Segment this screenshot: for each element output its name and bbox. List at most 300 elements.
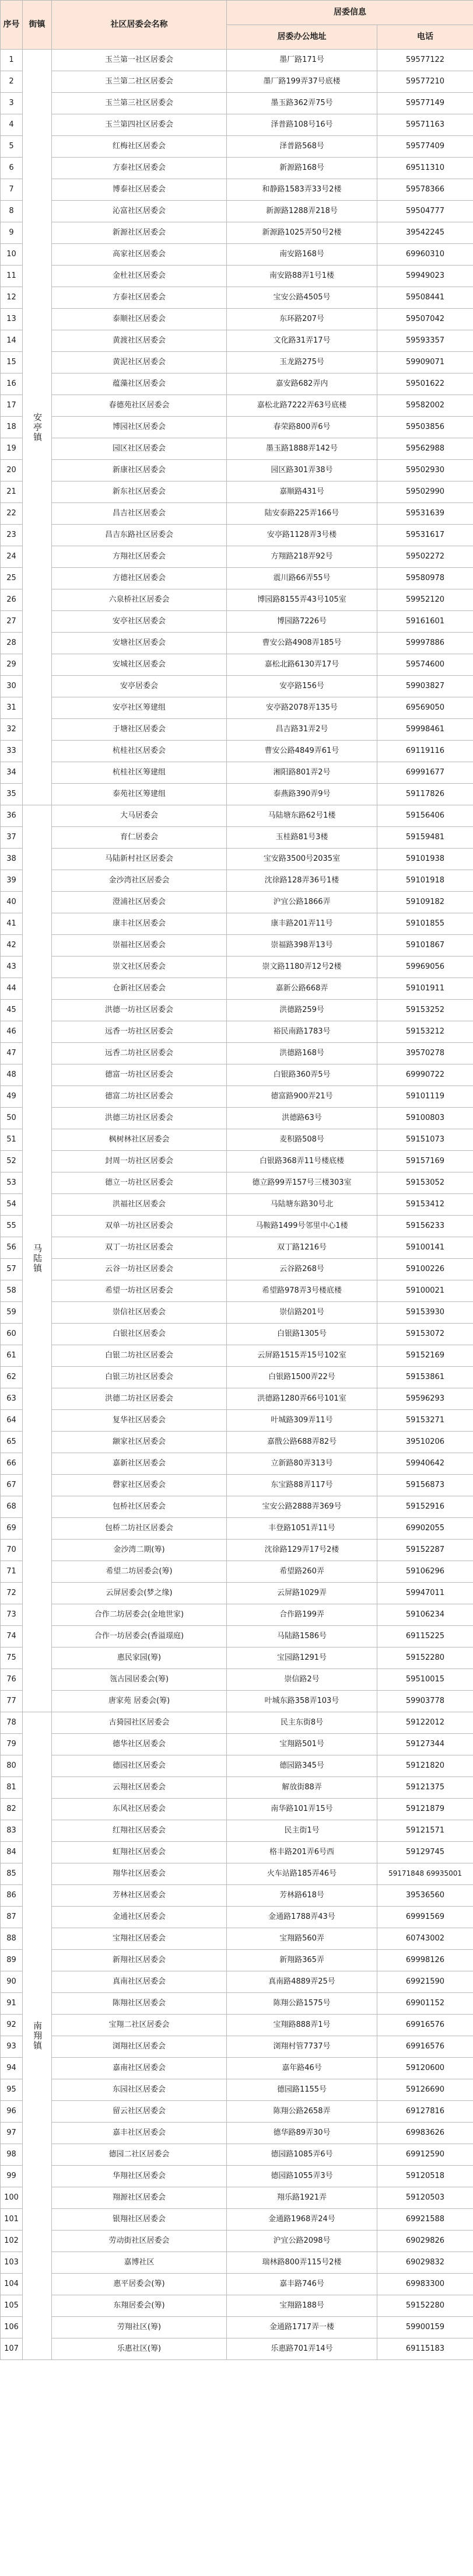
table-row (1, 805, 473, 827)
address-cell: 洪德路259号 (227, 1000, 377, 1021)
committee-cell: 高家社区居委会 (52, 244, 227, 266)
address-cell: 翔乐路1921弄 (227, 2187, 377, 2209)
seq-cell: 84 (1, 1842, 23, 1863)
phone-cell: 59582002 (377, 395, 473, 417)
committee-cell: 劳翔社区(筹) (52, 2317, 227, 2338)
committee-cell: 德华社区居委会 (52, 1734, 227, 1755)
address-cell: 真南路4889弄25号 (227, 1971, 377, 1993)
seq-cell: 28 (1, 633, 23, 654)
seq-cell: 93 (1, 2036, 23, 2058)
seq-cell: 70 (1, 1540, 23, 1561)
table-row (1, 1842, 473, 1863)
address-cell: 嘉丰路746号 (227, 2274, 377, 2295)
table-body (1, 50, 473, 2360)
address-cell: 洪德路1280弄66号101室 (227, 1388, 377, 1410)
committee-cell: 金沙湾二期(筹) (52, 1540, 227, 1561)
phone-cell: 59153072 (377, 1324, 473, 1345)
table-row (1, 762, 473, 784)
address-cell: 马陆塘东路62号1楼 (227, 805, 377, 827)
phone-cell: 39542245 (377, 222, 473, 244)
address-cell: 博园路8155弄43号105室 (227, 589, 377, 611)
town-cell: 马陆镇 (23, 805, 52, 1712)
committee-cell: 颛家社区居委会 (52, 1432, 227, 1453)
seq-cell: 74 (1, 1626, 23, 1647)
table-row (1, 870, 473, 892)
address-cell: 叶城东路358弄103号 (227, 1691, 377, 1712)
table-row (1, 1518, 473, 1540)
seq-cell: 102 (1, 2231, 23, 2252)
phone-cell: 59129745 (377, 1842, 473, 1863)
phone-cell: 59153412 (377, 1194, 473, 1216)
committee-cell: 马陆新村社区居委会 (52, 849, 227, 870)
header-seq: 序号 (1, 1, 23, 50)
address-cell: 崇文路1180弄12号2楼 (227, 957, 377, 978)
committee-cell: 金杜社区居委会 (52, 266, 227, 287)
committee-cell: 留云社区居委会 (52, 2101, 227, 2123)
phone-cell: 69511310 (377, 158, 473, 179)
phone-cell: 69115183 (377, 2338, 473, 2360)
committee-cell: 合作二坊居委会(金地世家) (52, 1604, 227, 1626)
address-cell: 德富路900弄21号 (227, 1086, 377, 1108)
table-row (1, 1345, 473, 1367)
seq-cell: 22 (1, 503, 23, 525)
committee-cell: 玉兰第三社区居委会 (52, 93, 227, 114)
seq-cell: 4 (1, 114, 23, 136)
seq-cell: 89 (1, 1950, 23, 1971)
phone-cell: 59502272 (377, 546, 473, 568)
committee-cell: 德立一坊社区居委会 (52, 1172, 227, 1194)
phone-cell: 59106234 (377, 1604, 473, 1626)
table-row (1, 957, 473, 978)
phone-cell: 69990722 (377, 1064, 473, 1086)
phone-cell: 59152280 (377, 1647, 473, 1669)
phone-cell: 59117826 (377, 784, 473, 805)
town-cell: 南翔镇 (23, 1712, 52, 2360)
table-row (1, 1172, 473, 1194)
phone-cell: 59531639 (377, 503, 473, 525)
seq-cell: 78 (1, 1712, 23, 1734)
committee-cell: 红翔社区居委会 (52, 1820, 227, 1842)
phone-cell: 59152169 (377, 1345, 473, 1367)
committee-cell: 新东社区居委会 (52, 481, 227, 503)
seq-cell: 15 (1, 352, 23, 374)
seq-cell: 96 (1, 2101, 23, 2123)
committee-cell: 洪德一坊社区居委会 (52, 1000, 227, 1021)
phone-cell: 59159481 (377, 827, 473, 849)
phone-cell: 59121879 (377, 1799, 473, 1820)
table-row (1, 1432, 473, 1453)
town-cell: 安亭镇 (23, 50, 52, 805)
committee-cell: 安城社区居委会 (52, 654, 227, 676)
phone-cell: 59152916 (377, 1496, 473, 1518)
phone-cell: 59593357 (377, 330, 473, 352)
committee-cell: 博泰社区居委会 (52, 179, 227, 201)
address-cell: 曹安公路4849弄61号 (227, 741, 377, 762)
phone-cell: 59153271 (377, 1410, 473, 1432)
seq-cell: 94 (1, 2058, 23, 2079)
header-address: 居委办公地址 (227, 25, 377, 50)
seq-cell: 57 (1, 1259, 23, 1280)
committee-cell: 金通社区居委会 (52, 1907, 227, 1928)
address-cell: 格丰路201弄6号西 (227, 1842, 377, 1863)
committee-cell: 春德苑社区居委会 (52, 395, 227, 417)
address-cell: 嘉松北路6130弄17号 (227, 654, 377, 676)
phone-cell: 69029832 (377, 2252, 473, 2274)
address-cell: 墨厂路171号 (227, 50, 377, 71)
committee-cell: 翔华社区居委会 (52, 1863, 227, 1885)
phone-cell: 59531617 (377, 525, 473, 546)
table-row (1, 676, 473, 697)
seq-cell: 105 (1, 2295, 23, 2317)
phone-cell: 59101918 (377, 870, 473, 892)
phone-cell: 59101119 (377, 1086, 473, 1108)
phone-cell: 59153052 (377, 1172, 473, 1194)
address-cell: 新源路1288弄218号 (227, 201, 377, 222)
address-cell: 和静路1583弄33号2楼 (227, 179, 377, 201)
seq-cell: 106 (1, 2317, 23, 2338)
address-cell: 宝翔路560弄 (227, 1928, 377, 1950)
seq-cell: 13 (1, 309, 23, 330)
seq-cell: 51 (1, 1129, 23, 1151)
address-cell: 洪德路63号 (227, 1108, 377, 1129)
seq-cell: 69 (1, 1518, 23, 1540)
committee-cell: 德园二社区居委会 (52, 2144, 227, 2166)
seq-cell: 95 (1, 2079, 23, 2101)
committee-cell: 复华社区居委会 (52, 1410, 227, 1432)
table-row (1, 935, 473, 957)
address-cell: 湘阳路801弄2号 (227, 762, 377, 784)
address-cell: 泽普路108号16号 (227, 114, 377, 136)
table-row (1, 179, 473, 201)
address-cell: 宝园路1291号 (227, 1647, 377, 1669)
address-cell: 合作路199弄 (227, 1604, 377, 1626)
table-row (1, 50, 473, 71)
seq-cell: 30 (1, 676, 23, 697)
phone-cell: 59952120 (377, 589, 473, 611)
phone-cell: 59969056 (377, 957, 473, 978)
address-cell: 希望路260弄 (227, 1561, 377, 1583)
seq-cell: 44 (1, 978, 23, 1000)
committee-cell: 封周一坊社区居委会 (52, 1151, 227, 1172)
committee-cell: 德富一坊社区居委会 (52, 1064, 227, 1086)
address-cell: 新翔路365弄 (227, 1950, 377, 1971)
address-cell: 沈徐路128弄36号1楼 (227, 870, 377, 892)
committee-cell: 澄浦社区居委会 (52, 892, 227, 913)
phone-cell: 59571163 (377, 114, 473, 136)
address-cell: 陈翔公路1575号 (227, 1993, 377, 2015)
address-cell: 崇信路2号 (227, 1669, 377, 1691)
seq-cell: 37 (1, 827, 23, 849)
table-row (1, 1496, 473, 1518)
seq-cell: 8 (1, 201, 23, 222)
address-cell: 乐惠路701弄14号 (227, 2338, 377, 2360)
table-row (1, 849, 473, 870)
address-cell: 沪宜公路1866弄 (227, 892, 377, 913)
committee-cell: 劳动街社区居委会 (52, 2231, 227, 2252)
table-row (1, 2209, 473, 2231)
address-cell: 陈翔公路2658弄 (227, 2101, 377, 2123)
phone-cell: 59121571 (377, 1820, 473, 1842)
seq-cell: 66 (1, 1453, 23, 1475)
committee-cell: 黄渡社区居委会 (52, 330, 227, 352)
phone-cell: 59156873 (377, 1475, 473, 1496)
seq-cell: 2 (1, 71, 23, 93)
table-row (1, 1971, 473, 1993)
phone-cell: 59502990 (377, 481, 473, 503)
seq-cell: 71 (1, 1561, 23, 1583)
address-cell: 墨玉路1888弄142号 (227, 438, 377, 460)
table-row (1, 525, 473, 546)
address-cell: 嘉安路682弄内 (227, 374, 377, 395)
committee-cell: 瓴古园居委会(筹) (52, 1669, 227, 1691)
committee-cell: 方德社区居委会 (52, 568, 227, 589)
seq-cell: 6 (1, 158, 23, 179)
committee-cell: 合作一坊居委会(香溢璟庭) (52, 1626, 227, 1647)
committee-cell: 虹翔社区居委会 (52, 1842, 227, 1863)
committee-cell: 嘉博社区 (52, 2252, 227, 2274)
address-cell: 金通路1717弄一楼 (227, 2317, 377, 2338)
committee-cell: 六泉桥社区居委会 (52, 589, 227, 611)
phone-cell: 59577149 (377, 93, 473, 114)
address-cell: 新源路168号 (227, 158, 377, 179)
phone-cell: 59949023 (377, 266, 473, 287)
committee-cell: 包桥社区居委会 (52, 1496, 227, 1518)
address-cell: 南安路88弄1号1楼 (227, 266, 377, 287)
table-row (1, 654, 473, 676)
table-row (1, 2317, 473, 2338)
address-cell: 宝安路3500号2035室 (227, 849, 377, 870)
committee-cell: 杭桂社区居委会 (52, 741, 227, 762)
address-cell: 崇信路201号 (227, 1302, 377, 1324)
seq-cell: 1 (1, 50, 23, 71)
phone-cell: 39570278 (377, 1043, 473, 1064)
committee-cell: 东园社区居委会 (52, 2079, 227, 2101)
address-cell: 文化路31弄17号 (227, 330, 377, 352)
address-cell: 安亭路2078弄135号 (227, 697, 377, 719)
seq-cell: 97 (1, 2123, 23, 2144)
phone-cell: 69029826 (377, 2231, 473, 2252)
phone-cell: 59156233 (377, 1216, 473, 1237)
committee-cell: 白银三坊社区居委会 (52, 1367, 227, 1388)
table-row (1, 1453, 473, 1475)
committee-cell: 双单一坊社区居委会 (52, 1216, 227, 1237)
committee-cell: 玉兰第四社区居委会 (52, 114, 227, 136)
phone-cell: 69921590 (377, 1971, 473, 1993)
committee-cell: 东风社区居委会 (52, 1799, 227, 1820)
seq-cell: 56 (1, 1237, 23, 1259)
address-cell: 崇福路398弄13号 (227, 935, 377, 957)
committee-cell: 芳林社区居委会 (52, 1885, 227, 1907)
seq-cell: 80 (1, 1755, 23, 1777)
phone-cell: 59574600 (377, 654, 473, 676)
seq-cell: 16 (1, 374, 23, 395)
address-cell: 泽普路568号 (227, 136, 377, 158)
committee-cell: 昌吉社区居委会 (52, 503, 227, 525)
committee-cell: 玉兰第二社区居委会 (52, 71, 227, 93)
phone-cell: 69916576 (377, 2036, 473, 2058)
seq-cell: 83 (1, 1820, 23, 1842)
table-row (1, 2338, 473, 2360)
phone-cell: 59501622 (377, 374, 473, 395)
committee-cell: 希望二坊居委会(筹) (52, 1561, 227, 1583)
phone-cell: 69998126 (377, 1950, 473, 1971)
seq-cell: 107 (1, 2338, 23, 2360)
seq-cell: 75 (1, 1647, 23, 1669)
address-cell: 德华路89弄30号 (227, 2123, 377, 2144)
seq-cell: 19 (1, 438, 23, 460)
table-row (1, 2015, 473, 2036)
address-cell: 宝安公路4505号 (227, 287, 377, 309)
committee-cell: 东翔居委会(筹) (52, 2295, 227, 2317)
seq-cell: 59 (1, 1302, 23, 1324)
phone-cell: 59998461 (377, 719, 473, 741)
table-row (1, 1237, 473, 1259)
committee-cell: 白银社区居委会 (52, 1324, 227, 1345)
table-row (1, 93, 473, 114)
table-row (1, 1583, 473, 1604)
table-row (1, 71, 473, 93)
seq-cell: 76 (1, 1669, 23, 1691)
table-row (1, 2123, 473, 2144)
table-row (1, 978, 473, 1000)
phone-cell: 59109182 (377, 892, 473, 913)
address-cell: 方翔路218弄92号 (227, 546, 377, 568)
seq-cell: 34 (1, 762, 23, 784)
phone-cell: 59577210 (377, 71, 473, 93)
table-row (1, 158, 473, 179)
address-cell: 白银路1305号 (227, 1324, 377, 1345)
table-row (1, 1043, 473, 1064)
committee-cell: 惠平居委会(筹) (52, 2274, 227, 2295)
table-row (1, 546, 473, 568)
seq-cell: 50 (1, 1108, 23, 1129)
phone-cell: 59947011 (377, 1583, 473, 1604)
address-cell: 安亭路156号 (227, 676, 377, 697)
phone-cell: 59100021 (377, 1280, 473, 1302)
table-row (1, 266, 473, 287)
seq-cell: 88 (1, 1928, 23, 1950)
seq-cell: 72 (1, 1583, 23, 1604)
table-row (1, 309, 473, 330)
phone-cell: 59903827 (377, 676, 473, 697)
table-row (1, 892, 473, 913)
committee-cell: 云翔社区居委会 (52, 1777, 227, 1799)
address-cell: 昌吉路31弄2号 (227, 719, 377, 741)
committee-cell: 安亭居委会 (52, 676, 227, 697)
phone-cell: 59120600 (377, 2058, 473, 2079)
committee-cell: 方泰社区居委会 (52, 287, 227, 309)
address-cell: 泰燕路390弄9号 (227, 784, 377, 805)
table-row (1, 2036, 473, 2058)
address-cell: 东宝路88弄117号 (227, 1475, 377, 1496)
seq-cell: 47 (1, 1043, 23, 1064)
phone-cell: 69119116 (377, 741, 473, 762)
phone-cell: 59156406 (377, 805, 473, 827)
address-cell: 博园路7226号 (227, 611, 377, 633)
committee-cell: 仓新社区居委会 (52, 978, 227, 1000)
seq-cell: 64 (1, 1410, 23, 1432)
committee-cell: 宝翔社区居委会 (52, 1928, 227, 1950)
committee-cell: 泰苑社区筹建组 (52, 784, 227, 805)
table-row (1, 1064, 473, 1086)
table-row (1, 1561, 473, 1583)
seq-cell: 65 (1, 1432, 23, 1453)
seq-cell: 38 (1, 849, 23, 870)
phone-cell: 69983300 (377, 2274, 473, 2295)
phone-cell: 69902055 (377, 1518, 473, 1540)
phone-cell: 59596293 (377, 1388, 473, 1410)
seq-cell: 81 (1, 1777, 23, 1799)
table-row (1, 1021, 473, 1043)
address-cell: 德园路1155号 (227, 2079, 377, 2101)
phone-cell: 59101867 (377, 935, 473, 957)
phone-cell: 59121820 (377, 1755, 473, 1777)
committee-cell: 浏翔社区居委会 (52, 2036, 227, 2058)
committee-cell: 沁富社区居委会 (52, 201, 227, 222)
phone-cell: 59122012 (377, 1712, 473, 1734)
phone-cell: 59161601 (377, 611, 473, 633)
table-row (1, 2252, 473, 2274)
address-cell: 云屏路1029弄 (227, 1583, 377, 1604)
committee-cell: 云屏居委会(梦之缘) (52, 1583, 227, 1604)
address-cell: 洪德路168号 (227, 1043, 377, 1064)
seq-cell: 49 (1, 1086, 23, 1108)
address-cell: 火车站路185弄46号 (227, 1863, 377, 1885)
seq-cell: 18 (1, 417, 23, 438)
phone-cell: 59120518 (377, 2166, 473, 2187)
table-row (1, 1324, 473, 1345)
phone-cell: 59504777 (377, 201, 473, 222)
address-cell: 新源路1025弄50号2楼 (227, 222, 377, 244)
phone-cell: 59153861 (377, 1367, 473, 1388)
seq-cell: 92 (1, 2015, 23, 2036)
address-cell: 解放街88弄 (227, 1777, 377, 1799)
table-row (1, 417, 473, 438)
phone-cell: 59101855 (377, 913, 473, 935)
seq-cell: 10 (1, 244, 23, 266)
committee-cell: 黄泥社区居委会 (52, 352, 227, 374)
table-row (1, 2187, 473, 2209)
committee-cell: 方翔社区居委会 (52, 546, 227, 568)
seq-cell: 85 (1, 1863, 23, 1885)
table-row (1, 1777, 473, 1799)
phone-cell: 69912590 (377, 2144, 473, 2166)
address-cell: 墨厂路199弄37号底楼 (227, 71, 377, 93)
seq-cell: 14 (1, 330, 23, 352)
phone-cell: 69115225 (377, 1626, 473, 1647)
seq-cell: 3 (1, 93, 23, 114)
committee-cell: 蕴藻社区居委会 (52, 374, 227, 395)
address-cell: 震川路66弄55号 (227, 568, 377, 589)
address-cell: 马陆路1586号 (227, 1626, 377, 1647)
phone-cell: 59100226 (377, 1259, 473, 1280)
table-row (1, 395, 473, 417)
address-cell: 嘉年路46号 (227, 2058, 377, 2079)
committee-cell: 安亭社区居委会 (52, 611, 227, 633)
seq-cell: 24 (1, 546, 23, 568)
committee-cell: 洪福社区居委会 (52, 1194, 227, 1216)
seq-cell: 77 (1, 1691, 23, 1712)
committee-cell: 陈翔社区居委会 (52, 1993, 227, 2015)
address-cell: 曹安公路4908弄185号 (227, 633, 377, 654)
header-committee: 社区居委会名称 (52, 1, 227, 50)
seq-cell: 17 (1, 395, 23, 417)
seq-cell: 103 (1, 2252, 23, 2274)
address-cell: 宝翔路888弄1号 (227, 2015, 377, 2036)
committee-cell: 双丁一坊社区居委会 (52, 1237, 227, 1259)
committee-cell: 嘉丰社区居委会 (52, 2123, 227, 2144)
table-row (1, 460, 473, 481)
